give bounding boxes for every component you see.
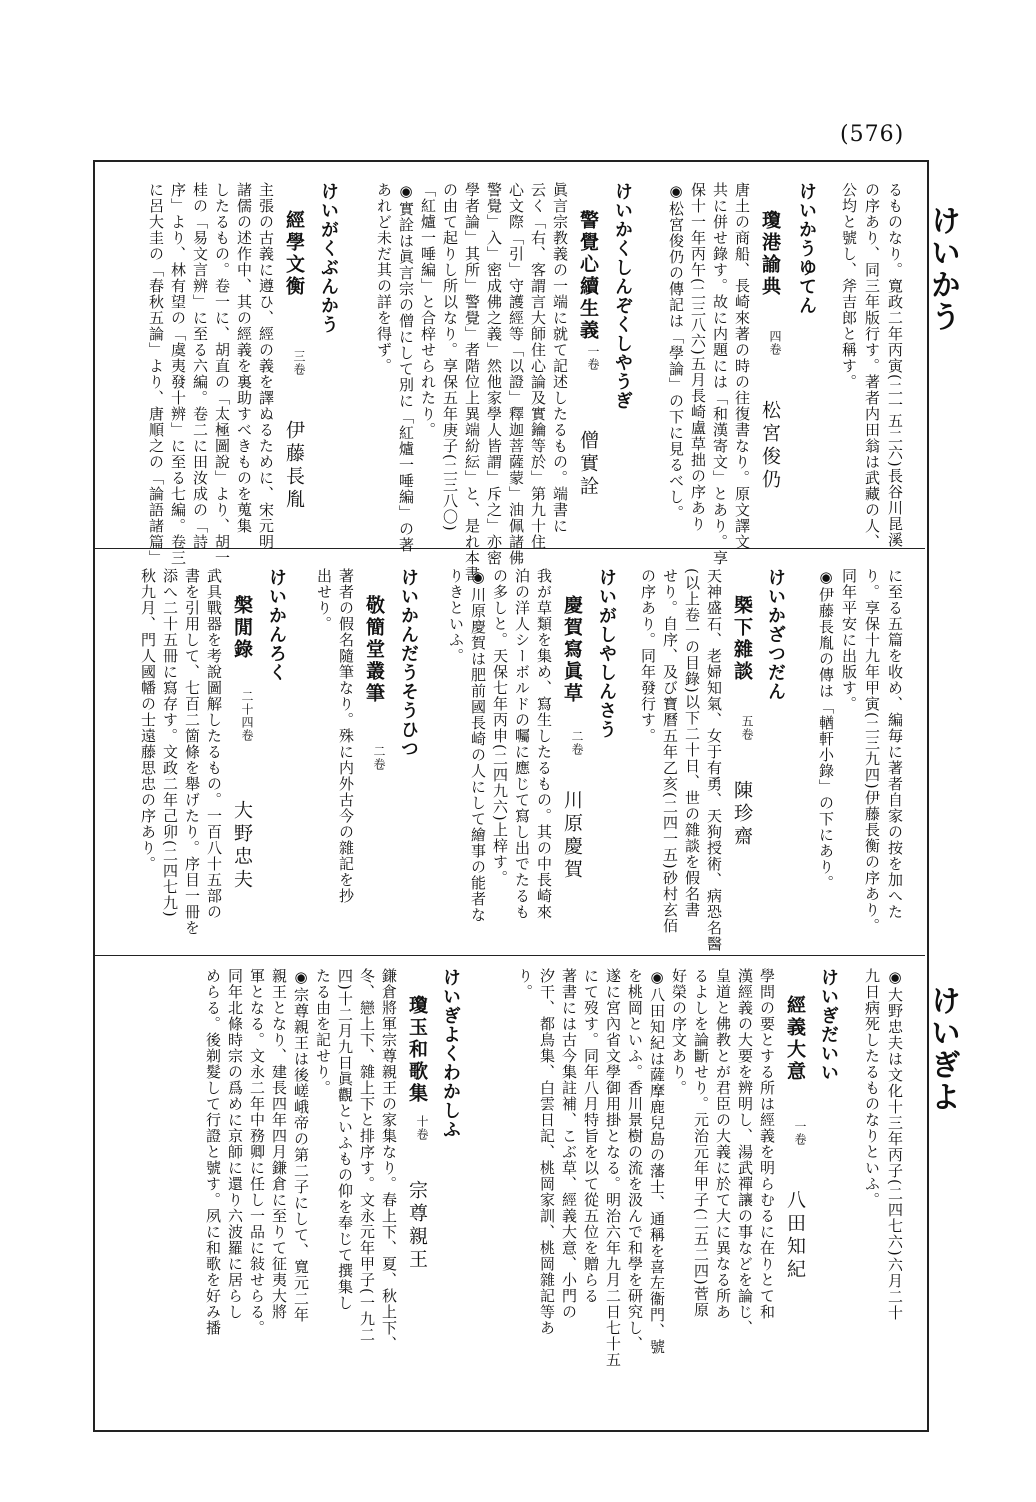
entry-volumes: 二卷 [570,730,584,756]
entry-text-line: 警覺」入」密成佛之義」然他家學人皆謂」斥之」亦密 [485,182,503,566]
entry-kana: けいかざつだん [765,568,786,701]
entry-text-line: 「紅爐一唾編」と合梓せられたり。 [419,182,437,438]
entry-text-line: 桂の「易文言辨」に至る六編。卷二に田汝成の「詩 [191,182,209,550]
entry-title: 經學文衡 [283,210,305,298]
entry-kana: けいかんろく [266,568,287,682]
entry-text-line: り。 [516,968,534,1000]
entry-kana: けいがくぶんかう [318,182,339,334]
continuation-line: るものなり。寛政二年丙寅(二一五二六)長谷川昆溪 [886,182,904,548]
entry-text-line: にて歿す。同年八月特旨を以て從五位を贈らる [582,968,600,1304]
entry-kana: けいぎよくわかしふ [440,968,461,1139]
entry-volumes: 五卷 [740,715,754,741]
page-number: (576) [840,122,905,147]
entry-author: 伊藤長胤 [283,420,305,512]
entry-text-line: の由て起りし所以なり。享保五年庚子(二三八〇) [441,182,459,532]
entry-text-line: 保十一年丙午(二三八六)五月長崎盧草拙の序あり [689,182,707,532]
entry-text-line: 諸儒の述作中、其の經義を裏助すべきものを蒐集 [235,182,253,534]
entry-author: 陳珍齋 [731,780,753,849]
continuation-line: 公均と號し、斧吉郎と稱す。 [840,182,858,390]
entry-text-line: 好榮の序文あり。 [670,968,688,1096]
continuation-line: ◉伊藤長胤の傳は「輶軒小錄」の下にあり。 [817,568,835,891]
entry-text-line: 書を引用して、七百二箇條を舉げたり。序目一冊を [183,568,201,936]
entry-title: 瓊港諭典 [759,210,781,298]
entry-volumes: 二十四卷 [240,690,254,742]
entry-title: 槃閒錄 [231,595,253,661]
entry-text-line: たる由を記せり。 [314,968,332,1096]
entry-text-line: 眞言宗教義の一端に就て記述したるもの。端書に [551,182,569,534]
entry-title: 經義大意 [784,995,806,1083]
entry-text-line: 遂に宮內省文學御用掛となる。明治六年九月二日七十五 [604,968,622,1368]
entry-text-line: 唐土の商船、長崎來著の時の往復書なり。原文譯文 [733,182,751,550]
entry-text-line: めらる。後剃髮して行證と號す。夙に和歌を好み播 [204,968,222,1336]
entry-author: 宗尊親王 [406,1180,428,1272]
entry-volumes: 一卷 [793,1120,807,1146]
entry-text-line: 秋九月、門人國幡の士遠藤思忠の序あり。 [139,568,157,872]
entry-text-line: に呂大圭の「春秋五論」より、唐順之の「論語諸篇」 [147,182,165,566]
entry-text-line: 冬、戀上下、雜上下と排序す。文永元年甲子(一九二 [358,968,376,1343]
entry-author: 八田知紀 [784,1190,806,1282]
continuation-line: 同年平安に出版す。 [840,568,858,712]
continuation-line: ◉大野忠夫は文化十三年丙子(二四七六)六月二十 [886,968,904,1321]
entry-text-line: 出せり。 [315,568,333,632]
entry-text-line: 學問の要とする所は經義を明らむるに在りとて和 [758,968,776,1320]
entry-text-line: 序」より、林有望の「虞夷發十辨」に至る七編。卷三 [169,182,187,566]
entry-text-line: ◉八田知紀は薩摩鹿兒島の藩士、通稱を喜左衞門、號 [648,968,666,1355]
entry-title: 槩下雜談 [731,595,753,683]
entry-text-line: りきといふ。 [447,568,465,664]
entry-volumes: 三卷 [292,350,306,376]
entry-text-line: 天神盛石、老婦知氣、女于有勇、天狗授術、病恐名醫 [705,568,723,952]
entry-volumes: 十卷 [415,1115,429,1141]
entry-volumes: 二卷 [372,745,386,771]
entry-text-line: 汐干、都鳥集、白雲日記、桃岡家訓、桃岡雜記等あ [538,968,556,1336]
entry-text-line: 添へ二十五冊に寫存す。文政二年己卯(二四七九) [161,568,179,918]
entry-volumes: 四卷 [768,330,782,356]
running-header-top: けいかう [925,205,960,333]
entry-text-line: 同年北條時宗の爲めに京師に還り六波羅に居らし [226,968,244,1320]
entry-text-line: を桃岡といふ。香川景樹の流を汲んで和學を研究し、 [626,968,644,1352]
entry-kana: けいがしやしんさう [596,568,617,739]
entry-text-line: せり。自序、及び寶曆五年乙亥(二四一五)砂村玄佰 [661,568,679,934]
entry-kana: けいかんだうそうひつ [398,568,419,758]
entry-text-line: 著者の假名隨筆なり。殊に内外古今の雜記を抄 [337,568,355,904]
entry-title: 瓊玉和歌集 [406,995,428,1105]
entry-text-line: ◉松宮俊仍の傳記は「學論」の下に見るべし。 [667,182,685,521]
entry-text-line: 云く「右、客謂言大師住心論及實鑰等於」第九十住 [529,182,547,550]
entry-author: 大野忠夫 [231,800,253,892]
entry-text-line: 四)十二月九日眞觀といふもの仰を奉じて撰集し [336,968,354,1311]
entry-text-line: (以上卷一の目錄)以下二十日、世の雜談を假名書 [683,568,701,918]
continuation-line: り。享保十九年甲寅(二三九四)伊藤長衡の序あり。 [863,568,881,934]
entry-text-line: 親王となり、建長四年四月鎌倉に至りて征夷大將 [270,968,288,1320]
entry-text-line: 主張の古義に遵ひ、經の義を譯ぬるために、宋元明 [257,182,275,550]
entry-text-line: の序あり。同年發行す。 [639,568,657,744]
entry-text-line: 著書には古今集註補、こぶ草、經義大意、小門の [560,968,578,1320]
entry-kana: けいぎだいい [818,968,839,1082]
entry-text-line: 心文際「引」守護經等「以證」釋迦菩薩蒙」油佩諸佛 [507,182,525,566]
entry-title: 慶賀寫眞草 [561,595,583,705]
entry-text-line: 武具戰器を考說圖解したるもの。一百八十五部の [205,568,223,920]
entry-text-line: 學者論」其所」警覺」者階位上異端紛紜」と、是れ本書 [463,182,481,582]
entry-text-line: ◉宗尊親王は後嵯峨帝の第二子にして、寬元二年 [292,968,310,1323]
entry-text-line: あれど未だ其の詳を得ず。 [375,182,393,374]
entry-text-line: 漢經義の大要を辨明し、湯武禪讓の事などを論じ、 [736,968,754,1336]
running-header-bottom: けいぎよ [925,985,960,1113]
entry-text-line: ◉川原慶賀は肥前國長崎の人にして繪事の能者な [469,568,487,923]
continuation-line: の序あり、同三年版行す。著者内田翁は武藏の人、 [863,182,881,550]
entry-author: 僧實詮 [577,430,599,499]
entry-text-line: 皇道と佛教とが君臣の大義に於て大に異なる所あ [714,968,732,1320]
entry-text-line: 鎌倉將軍宗尊親王の家集なり。春上下、夏、秋上下、 [380,968,398,1352]
entry-kana: けいかうゆてん [796,182,817,315]
entry-text-line: 軍となる。文永二年中務卿に任し一品に敍せらる。 [248,968,266,1336]
entry-author: 川原慶賀 [561,790,583,882]
entry-title: 警覺心續生義 [577,210,599,342]
entry-title: 敬簡堂叢筆 [363,595,385,705]
entry-author: 松宮俊仍 [759,400,781,492]
section-divider-2 [93,955,925,956]
continuation-line: 九日病死したるものなりといふ。 [863,968,881,1208]
continuation-line: に至る五篇を收め、編毎に著者自家の按を加へた [886,568,904,920]
entry-text-line: 共に併せ錄す。故に内題には「和漢寄文」とあり。享 [711,182,729,566]
entry-kana: けいかくしんぞくしやうぎ [612,182,633,410]
entry-volumes: 一卷 [586,345,600,371]
entry-text-line: の多しと。天保七年丙申(二四九六)上梓す。 [491,568,509,886]
entry-text-line: 我が草類を集め、寫生したるもの。其の中長崎來 [535,568,553,920]
entry-text-line: るよしを論斷せり。元治元年甲子(二五二四)菅原 [692,968,710,1318]
entry-text-line: ◉實詮は眞言宗の僧にして別に「紅爐一唾編」の著 [397,182,415,553]
entry-text-line: したるもの。卷一に、胡直の「太極圖說」より、胡一 [213,182,231,566]
entry-text-line: 泊の洋人シーボルドの囑に應じて寫し出でたるも [513,568,531,920]
